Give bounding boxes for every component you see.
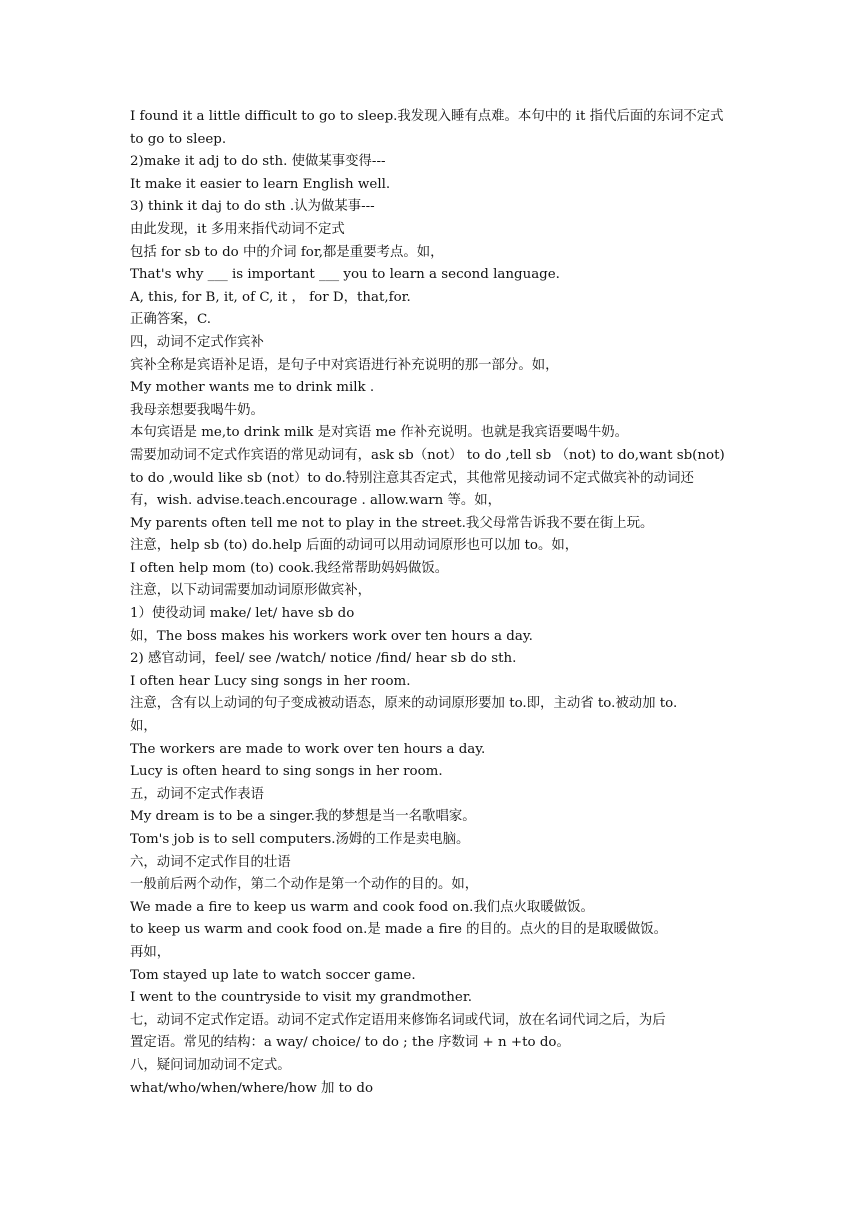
section-heading: 六，动词不定式作目的壮语 [130, 854, 291, 870]
section-heading: 八，疑问词加动词不定式。 [130, 1057, 291, 1073]
text-line: 需要加动词不定式作宾语的常见动词有，ask sb（not） to do ,tell sb （not) to do,want sb(not) [130, 447, 725, 463]
text-line: 2)make it adj to do sth. 使做某事变得--- [130, 154, 386, 170]
text-line: 2) 感官动词，feel/ see /watch/ notice /find/ hear sb do sth. [130, 651, 517, 667]
text-line: My mother wants me to drink milk . [130, 380, 375, 396]
text-line: 置定语。常见的结构：a way/ choice/ to do ; the 序数词 + n +to do。 [130, 1035, 570, 1051]
section-heading: 四，动词不定式作宾补 [130, 334, 264, 350]
text-line: 注意，help sb (to) do.help 后面的动词可以用动词原形也可以加 to。如， [130, 538, 579, 554]
text-line: 我母亲想要我喝牛奶。 [130, 402, 264, 418]
text-line: 正确答案，C. [130, 312, 211, 328]
document-body [130, 106, 734, 1100]
text-line: I went to the countryside to visit my grandmother. [130, 990, 473, 1006]
text-line: Tom's job is to sell computers.汤姆的工作是卖电脑。 [130, 832, 470, 847]
text-line: 再如， [130, 944, 171, 960]
text-line: 包括 for sb to do 中的介词 for,都是重要考点。如， [130, 244, 444, 260]
text-line: The workers are made to work over ten hours a day. [130, 741, 486, 757]
text-line: 宾补全称是宾语补足语，是句子中对宾语进行补充说明的那一部分。如， [130, 357, 559, 373]
text-line: 1）使役动词 make/ let/ have sb do [130, 606, 355, 622]
text-line: 有，wish. advise.teach.encourage . allow.warn 等。如， [130, 493, 502, 509]
text-line: to do ,would like sb (not）to do.特别注意其否定式，其他常见接动词不定式做宾补的动词还 [130, 470, 694, 486]
text-line: That's why ___ is important ___ you to learn a second language. [130, 267, 560, 283]
text-line: My dream is to be a singer.我的梦想是当一名歌唱家。 [130, 809, 476, 825]
text-line: We made a fire to keep us warm and cook food on.我们点火取暖做饭。 [130, 899, 594, 915]
text-line: 如，The boss makes his workers work over ten hours a day. [130, 628, 533, 644]
section-heading: 七，动词不定式作定语。动词不定式作定语用来修饰名词或代词，放在名词代词之后，为后 [130, 1012, 666, 1028]
section-heading: 五，动词不定式作表语 [130, 786, 264, 802]
text-line: Lucy is often heard to sing songs in her room. [130, 764, 443, 780]
text-line: My parents often tell me not to play in the street.我父母常告诉我不要在街上玩。 [130, 515, 654, 531]
text-line: Tom stayed up late to watch soccer game. [130, 967, 416, 983]
text-line: 本句宾语是 me,to drink milk 是对宾语 me 作补充说明。也就是我宾语要喝牛奶。 [130, 425, 629, 441]
text-line: 一般前后两个动作，第二个动作是第一个动作的目的。如， [130, 877, 479, 893]
text-line: I found it a little difficult to go to sleep.我发现入睡有点难。本句中的 it 指代后面的东词不定式 [130, 109, 724, 124]
text-line: what/who/when/where/how 加 to do [130, 1080, 373, 1096]
text-line: 由此发现，it 多用来指代动词不定式 [130, 221, 345, 237]
text-line: 如， [130, 719, 157, 735]
text-line: I often hear Lucy sing songs in her room. [130, 673, 411, 689]
text-line: I often help mom (to) cook.我经常帮助妈妈做饭。 [130, 560, 449, 576]
text-line: It make it easier to learn English well. [130, 176, 391, 192]
text-line: 注意，含有以上动词的句子变成被动语态，原来的动词原形要加 to.即，主动省 to.被动加 to. [130, 696, 678, 712]
text-line: to go to sleep. [130, 131, 227, 147]
text-line: 3) think it daj to do sth .认为做某事--- [130, 199, 375, 215]
text-line: to keep us warm and cook food on.是 made a fire 的目的。点火的目的是取暖做饭。 [130, 922, 668, 938]
text-line: A, this, for B, it, of C, it ， for D，that,for. [130, 289, 411, 305]
text-line: 注意，以下动词需要加动词原形做宾补， [130, 583, 372, 599]
